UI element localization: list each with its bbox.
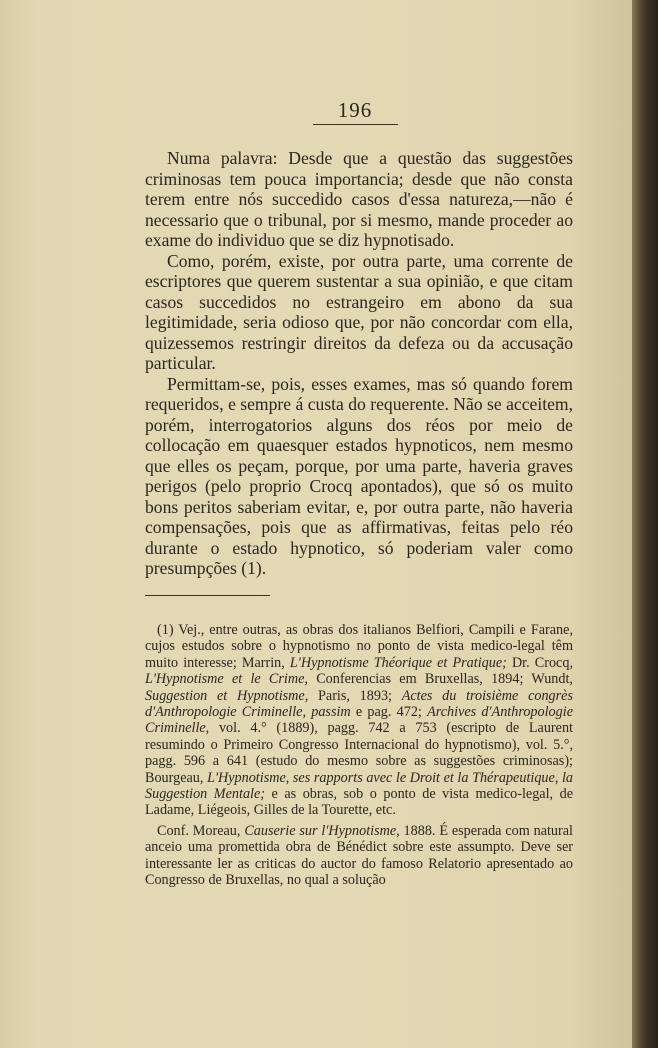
page-number: 196 <box>337 98 373 122</box>
footnote-text: Conferencias em Bruxellas, 1894; Wundt, <box>307 671 573 688</box>
footnote-text: e pag. 472; <box>350 704 428 721</box>
footnote-text: (1) Vej., entre outras, as obras dos italianos Belfiori, Campili e Farane, cujos estudos sobre o hypnotismo no ponto de vista medico-legal têm muito interesse; Marrin, <box>145 622 573 671</box>
footnote-text: Paris, 1893; <box>308 687 402 704</box>
book-title: L'Hypnotisme et le Crime, <box>145 671 308 688</box>
paragraph: Permittam-se, pois, esses exames, mas só quando forem requeridos, e sempre á custa do requerente. Não se acceitem, porém, interrogatorios alguns dos réos por meio de collocação em quaesquer estados hypnoticos, nem mesmo que elles os peçam, porque, por uma parte, haveria graves perigos (pelo proprio Crocq apontados), que só os muito bons peritos saberiam evitar, e, por outra parte, não haveria compensações, pois que as affirmativas, feitas pelo réo durante o estado hypnotico, só poderiam valer como presumpções (1). <box>145 373 573 578</box>
footnote-text: Conf. Moreau, <box>157 822 245 839</box>
footnote-text: 1888. É esperada com natural anceio uma promettida obra de Bénédict sobre este assumpto. Deve ser interessante ler as criticas do auctor do famoso Relatorio apresentado ao Congresso de Bruxellas, no qual a solução <box>145 822 573 889</box>
main-text <box>145 148 573 579</box>
footnote <box>145 622 573 819</box>
book-title: L'Hypnotisme, ses rapports avec le Droit et la Thérapeutique, la Suggestion Mentale; <box>145 769 574 803</box>
paragraph: Como, porém, existe, por outra parte, uma corrente de escriptores que querem sustentar a sua opinião, e que citam casos succedidos no estrangeiro em abono da sua legitimidade, seria odioso que, por não concordar com ella, quizessemos restringir direitos da defeza ou da accusação particular. <box>145 250 573 373</box>
book-title: L'Hypnotisme Théorique et Pratique; <box>289 654 507 671</box>
paragraph: Numa palavra: Desde que a questão das suggestões criminosas tem pouca importancia; desde que não consta terem entre nós succedido casos d'essa natureza,—não é necessario que o tribunal, por si mesmo, mande proceder ao exame do individuo que se diz hypnotisado. <box>145 148 573 250</box>
footnote-text: e as obras, sob o ponto de vista medico-legal, de Ladame, Liégeois, Gilles de la Tourette, etc. <box>145 786 573 819</box>
book-title: Archives d'Anthropologie Criminelle, <box>145 704 573 737</box>
book-title: Suggestion et Hypnotisme, <box>145 687 309 704</box>
book-spine-edge <box>632 0 658 1048</box>
footnote <box>145 823 573 889</box>
footnote-text: Dr. Crocq, <box>506 654 573 671</box>
footnote-text: vol. 4.° (1889), pagg. 742 a 753 (escripto de Laurent resumindo o Primeiro Congresso Internacional do hypnotismo), vol. 5.°, pagg. 596 a 641 (estudo do mesmo sobre as suggestões criminosas); Bourgeau, <box>145 720 573 786</box>
footnotes <box>145 622 573 889</box>
footnote-rule <box>145 595 270 596</box>
book-title: Actes du troisième congrès d'Anthropologie Criminelle, passim <box>145 687 573 721</box>
header-rule <box>313 124 398 125</box>
book-title: Causerie sur l'Hypnotisme, <box>244 822 400 839</box>
